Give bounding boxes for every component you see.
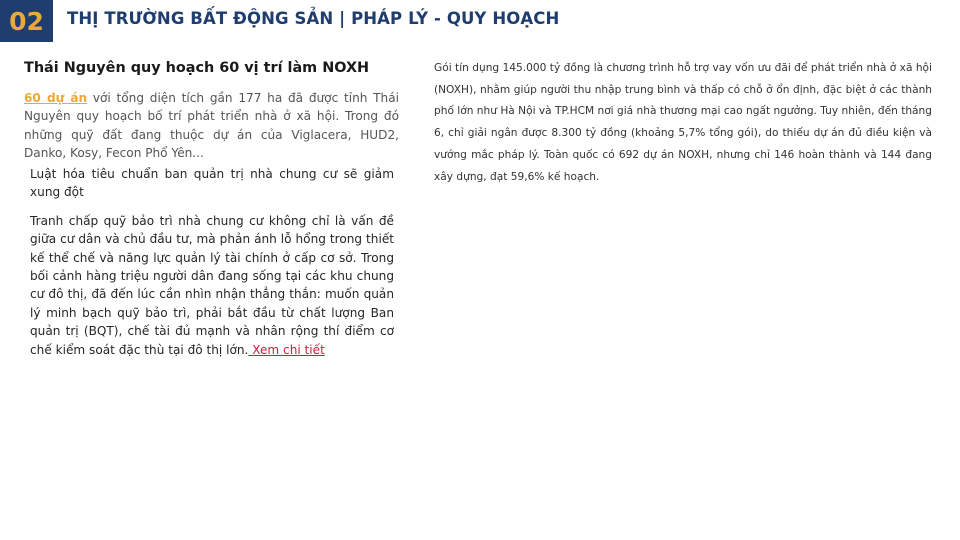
sub-article-heading: Luật hóa tiêu chuẩn ban quản trị nhà chung cư sẽ giảm xung đột [30,167,394,200]
sub-article-text: Tranh chấp quỹ bảo trì nhà chung cư không chỉ là vấn đề giữa cư dân và chủ đầu tư, mà phản ánh lỗ hổng trong thiết kế thể chế và năng lực quản lý tài chính ở cấp cơ sở. Trong bối cảnh hàng triệu người dân đang sống tại các khu chung cư đô thị, đã đến lúc cần nhìn nhận thẳng thắn: muốn quản lý minh bạch quỹ bảo trì, phải bắt đầu từ chất lượng Ban quản trị (BQT), chế tài đủ mạnh và nhân rộng thí điểm cơ chế kiểm soát đặc thù tại đô thị lớn. [30,213,394,357]
section-number: 02 [9,6,44,36]
sub-article-body [30,212,394,359]
article-lead [24,89,399,162]
lead-link-60-projects[interactable]: 60 dự án [24,91,88,105]
article-title: Thái Nguyên quy hoạch 60 vị trí làm NOXH [24,60,370,76]
section-number-badge [0,0,53,42]
read-more-link[interactable]: Xem chi tiết [248,342,325,357]
news-column-left [24,60,399,359]
sub-article [30,165,394,359]
section-title: THỊ TRƯỜNG BẤT ĐỘNG SẢN | PHÁP LÝ - QUY HOẠCH [67,9,560,28]
news-column-right: Gói tín dụng 145.000 tỷ đồng là chương trình hỗ trợ vay vốn ưu đãi để phát triển nhà ở xã hội (NOXH), nhằm giúp người thu nhập trung bình và thấp có chỗ ở ổn định, đặc biệt ở các thành phố lớn như Hà Nội và TP.HCM nơi giá nhà thương mại cao ngất ngưởng. Tuy nhiên, đến tháng 6, chỉ giải ngân được 8.300 tỷ đồng (khoảng 5,7% tổng gói), do thiếu dự án đủ điều kiện và vướng mắc pháp lý. Toàn quốc có 692 dự án NOXH, nhưng chỉ 146 hoàn thành và 144 đang xây dựng, đạt 59,6% kế hoạch. [434,62,932,183]
article-lead-text: với tổng diện tích gần 177 ha đã được tỉnh Thái Nguyên quy hoạch bố trí phát triển nhà ở xã hội. Trong đó những quỹ đất đang thuộc dự án của Viglacera, HUD2, Danko, Kosy, Fecon Phổ Yên... [24,91,399,160]
